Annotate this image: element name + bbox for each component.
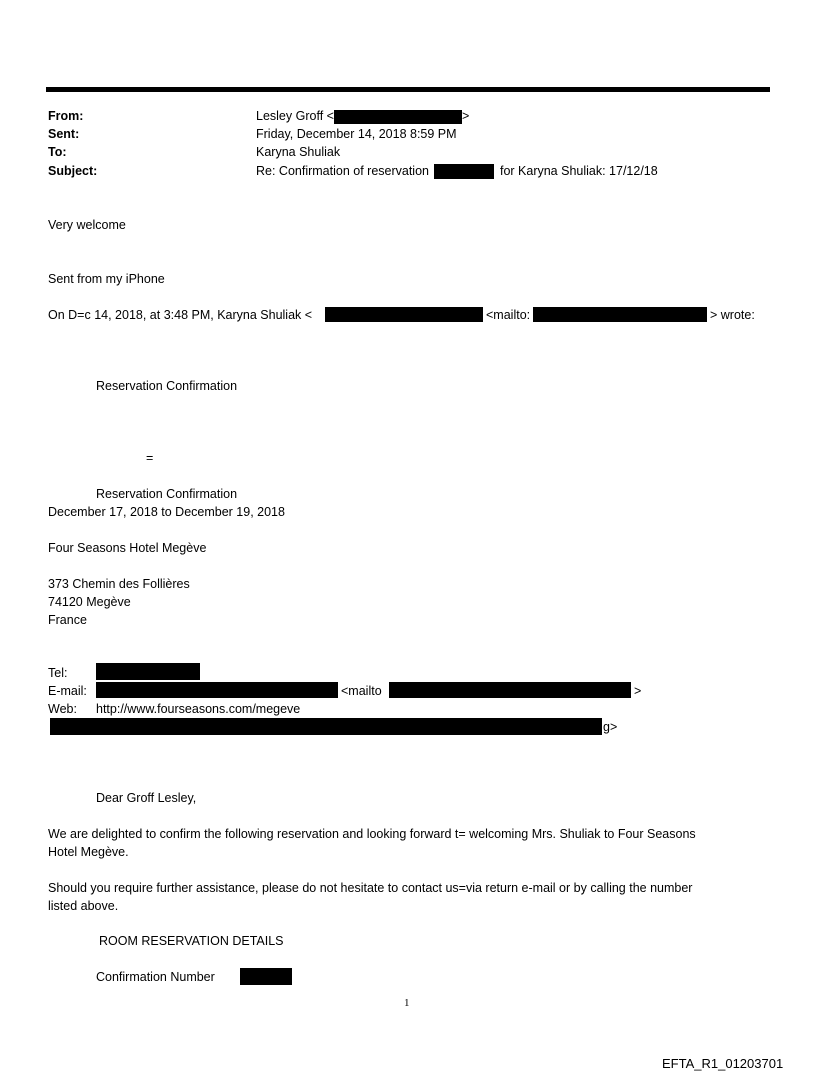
from-name: Lesley Groff < <box>256 109 334 123</box>
quote-mailto: <mailto: <box>486 308 531 322</box>
to-value: Karyna Shuliak <box>256 145 341 159</box>
header-rule <box>46 87 770 92</box>
redaction-bar <box>325 307 483 322</box>
from-label: From: <box>48 109 84 123</box>
page-number: 1 <box>404 997 410 1009</box>
web-redacted-suffix: g> <box>603 720 618 734</box>
to-label: To: <box>48 145 67 159</box>
quote-wrote: > wrote: <box>710 308 755 322</box>
sent-label: Sent: <box>48 127 80 141</box>
redaction-bar <box>389 682 631 698</box>
room-details-heading: ROOM RESERVATION DETAILS <box>99 934 284 948</box>
subject-suffix: for Karyna Shuliak: 17/12/18 <box>499 164 658 178</box>
redaction-bar <box>533 307 707 322</box>
redaction-bar <box>96 682 338 698</box>
paragraph-2-line-2: listed above. <box>48 899 119 913</box>
email-mailto: <mailto <box>341 684 382 698</box>
hotel-name: Four Seasons Hotel Megève <box>48 541 207 555</box>
date-range: December 17, 2018 to December 19, 2018 <box>48 505 285 519</box>
from-value <box>256 108 469 124</box>
redaction-bar <box>50 718 602 735</box>
document-id: EFTA_R1_01203701 <box>662 1056 784 1071</box>
address-line-2: 74120 Megève <box>48 595 131 609</box>
confirmation-number-label: Confirmation Number <box>96 970 215 984</box>
paragraph-2-line-1: Should you require further assistance, please do not hesitate to contact us=via return e-mail or by calling the number <box>48 881 693 895</box>
web-label: Web: <box>48 702 77 716</box>
from-suffix: > <box>461 109 470 123</box>
equals-sign: = <box>146 451 154 465</box>
reservation-confirmation-title: Reservation Confirmation <box>96 379 238 393</box>
redaction-bar <box>240 968 292 985</box>
tel-label: Tel: <box>48 666 68 680</box>
email-label: E-mail: <box>48 684 87 698</box>
sent-from-line: Sent from my iPhone <box>48 272 165 286</box>
address-line-1: 373 Chemin des Follières <box>48 577 190 591</box>
quote-prefix: On D=c 14, 2018, at 3:48 PM, Karyna Shuliak < <box>48 308 313 322</box>
subject-value <box>256 163 658 179</box>
salutation: Dear Groff Lesley, <box>96 791 197 805</box>
paragraph-1-line-1: We are delighted to confirm the following reservation and looking forward t= welcoming Mrs. Shuliak to Four Seasons <box>48 827 696 841</box>
address-line-3: France <box>48 613 87 627</box>
paragraph-1-line-2: Hotel Megève. <box>48 845 129 859</box>
redaction-bar <box>96 663 200 680</box>
welcome-line: Very welcome <box>48 218 126 232</box>
web-link[interactable]: http://www.fourseasons.com/megeve <box>96 702 301 716</box>
sent-value: Friday, December 14, 2018 8:59 PM <box>256 127 457 141</box>
subject-label: Subject: <box>48 164 98 178</box>
reservation-confirmation-subtitle: Reservation Confirmation <box>96 487 238 501</box>
redaction-bar <box>334 110 462 124</box>
redaction-bar <box>434 164 494 179</box>
email-suffix: > <box>634 684 642 698</box>
subject-prefix: Re: Confirmation of reservation <box>256 164 429 178</box>
